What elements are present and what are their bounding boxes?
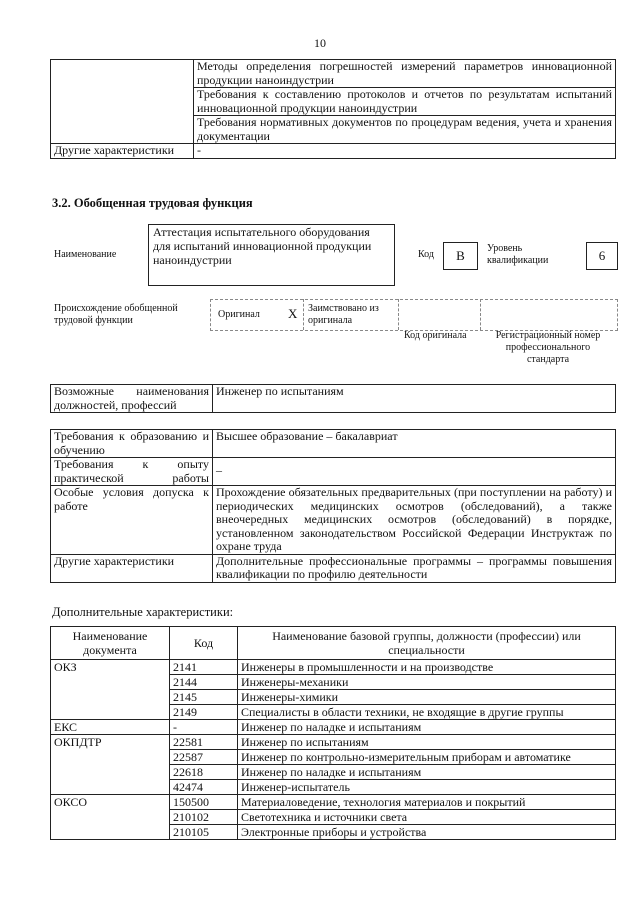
experience-value: – (213, 458, 616, 486)
knowledge-item: Методы определения погрешностей измерений параметров инновационной продукции наноиндустрии (194, 60, 616, 88)
page-number: 10 (314, 36, 326, 50)
section-title: 3.2. Обобщенная трудовая функция (52, 196, 253, 210)
education-value: Высшее образование – бакалавриат (213, 430, 616, 458)
code-cell: 2145 (170, 690, 238, 705)
divider (480, 299, 481, 330)
code-cell: 2149 (170, 705, 238, 720)
doc-eks: ЕКС (51, 720, 170, 735)
other-req-label: Другие характеристики (51, 554, 213, 582)
name-label: Наименование (54, 249, 117, 260)
doc-okso: ОКСО (51, 795, 170, 840)
code-cell: 22618 (170, 765, 238, 780)
code-cell: 210102 (170, 810, 238, 825)
original-label: Оригинал (218, 309, 260, 320)
education-label: Требования к образованию и обучению (51, 430, 213, 458)
code-original-label: Код оригинала (404, 330, 467, 341)
name-cell: Инженер по наладке и испытаниям (238, 720, 616, 735)
origin-frame (210, 299, 618, 331)
admission-label: Особые условия допуска к работе (51, 486, 213, 555)
experience-label: Требования к опыту практической работы (51, 458, 213, 486)
name-cell: Инженеры-химики (238, 690, 616, 705)
other-characteristics-label: Другие характеристики (51, 144, 194, 159)
other-characteristics-value: - (194, 144, 616, 159)
additional-title: Дополнительные характеристики: (52, 605, 234, 619)
requirements-table (50, 429, 616, 583)
divider (398, 299, 399, 330)
name-cell: Материаловедение, технология материалов и покрытий (238, 795, 616, 810)
knowledge-item: Требования нормативных документов по процедурам ведения, учета и хранения документации (194, 116, 616, 144)
gtf-name-value: Аттестация испытательного оборудования для испытаний инновационной продукции наноиндустрии (148, 224, 395, 286)
level-label: Уровень квалификации (487, 243, 549, 266)
positions-table (50, 384, 616, 413)
doc-okz: ОКЗ (51, 660, 170, 720)
gtf-code-value: B (443, 242, 478, 270)
name-cell: Инженер по контрольно-измерительным приборам и автоматике (238, 750, 616, 765)
code-cell: - (170, 720, 238, 735)
origin-label: Происхождение обобщенной трудовой функции (54, 303, 178, 326)
name-cell: Светотехника и источники света (238, 810, 616, 825)
header-name: Наименование базовой группы, должности (профессии) или специальности (238, 627, 616, 660)
name-cell: Инженеры в промышленности и на производстве (238, 660, 616, 675)
top-table (50, 59, 616, 159)
name-cell: Инженер по испытаниям (238, 735, 616, 750)
borrowed-label: Заимствовано из оригинала (308, 303, 379, 326)
admission-value: Прохождение обязательных предварительных (при поступлении на работу) и периодических медицинских осмотров (обследований), а также внеочередных медицинских осмотров (обследований) в порядке, установленном законодательством Российской Федерации Инструктаж по охране труда (213, 486, 616, 555)
name-cell: Специалисты в области техники, не входящие в другие группы (238, 705, 616, 720)
name-cell: Инженер по наладке и испытаниям (238, 765, 616, 780)
name-cell: Электронные приборы и устройства (238, 825, 616, 840)
name-cell: Инженеры-механики (238, 675, 616, 690)
positions-value: Инженер по испытаниям (213, 385, 616, 413)
positions-label: Возможные наименования должностей, профессий (51, 385, 213, 413)
code-cell: 210105 (170, 825, 238, 840)
gtf-level-value: 6 (586, 242, 618, 270)
code-cell: 150500 (170, 795, 238, 810)
code-cell: 2141 (170, 660, 238, 675)
other-req-value: Дополнительные профессиональные программы – программы повышения квалификации по профилю деятельности (213, 554, 616, 582)
header-code: Код (170, 627, 238, 660)
doc-okpdtr: ОКПДТР (51, 735, 170, 795)
header-doc: Наименование документа (51, 627, 170, 660)
code-cell: 2144 (170, 675, 238, 690)
name-cell: Инженер-испытатель (238, 780, 616, 795)
empty-label-cell (51, 60, 194, 144)
code-cell: 22587 (170, 750, 238, 765)
code-cell: 42474 (170, 780, 238, 795)
additional-table (50, 626, 616, 840)
code-cell: 22581 (170, 735, 238, 750)
original-mark: X (288, 306, 298, 321)
divider (303, 299, 304, 330)
reg-number-label: Регистрационный номер профессионального стандарта (495, 330, 601, 365)
code-label: Код (418, 249, 434, 260)
knowledge-item: Требования к составлению протоколов и отчетов по результатам испытаний инновационной продукции наноиндустрии (194, 88, 616, 116)
